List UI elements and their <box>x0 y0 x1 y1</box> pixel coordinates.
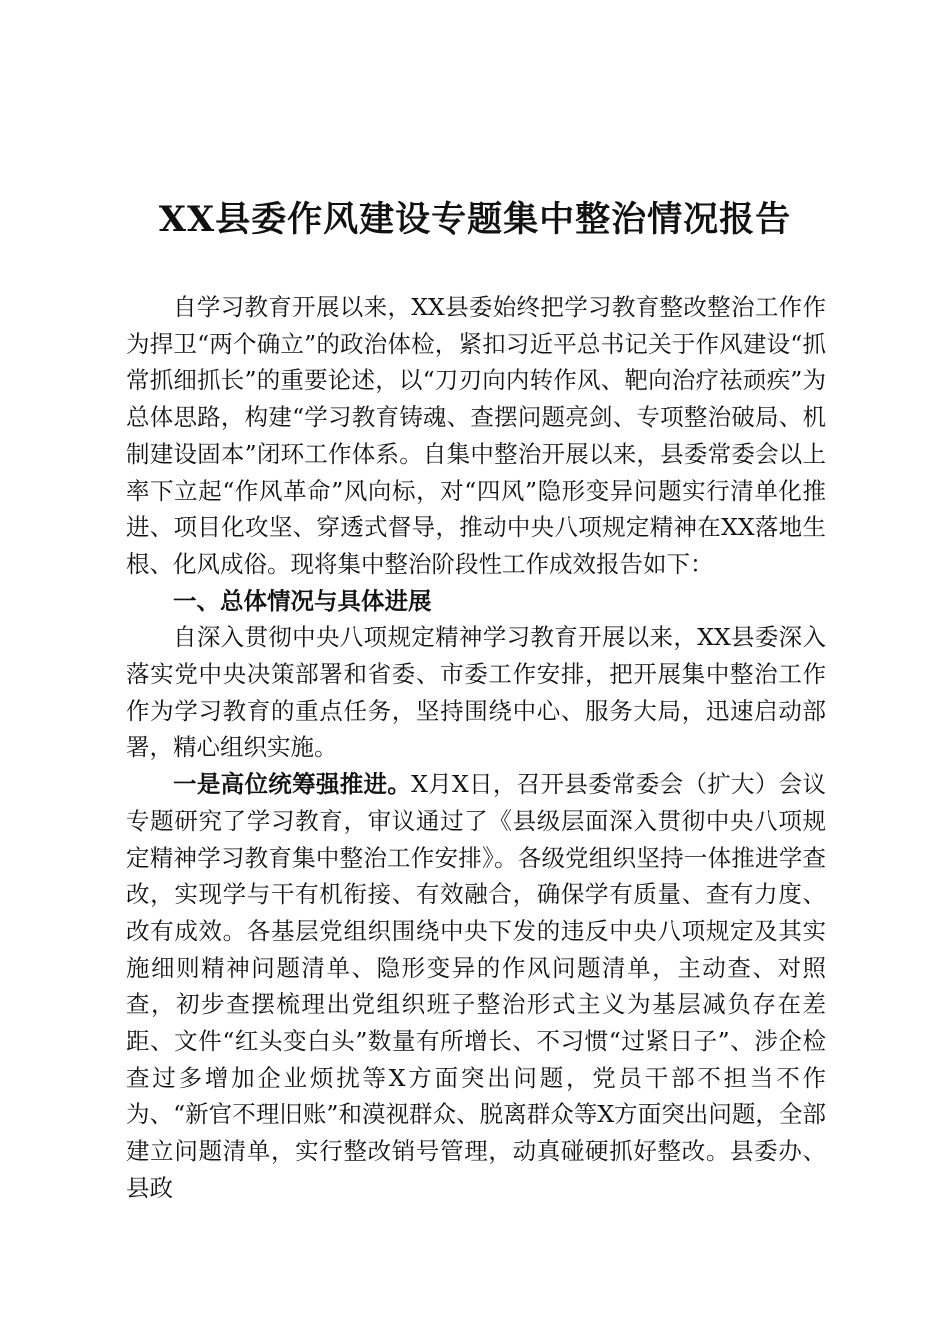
document-body <box>126 289 826 1207</box>
intro-paragraph: 自学习教育开展以来，XX县委始终把学习教育整改整治工作作为捍卫“两个确立”的政治体检，紧扣习近平总书记关于作风建设“抓常抓细抓长”的重要论述，以“刀刃向内转作风、靶向治疗祛顽疾”为总体思路，构建“学习教育铸魂、查摆问题亮剑、专项整治破局、机制建设固本”闭环工作体系。自集中整治开展以来，县委常委会以上率下立起“作风革命”风向标，对“四风”隐形变异问题实行清单化推进、项目化攻坚、穿透式督导，推动中央八项规定精神在XX落地生根、化风成俗。现将集中整治阶段性工作成效报告如下： <box>126 293 826 578</box>
document-title: XX县委作风建设专题集中整治情况报告 <box>158 199 792 240</box>
section-heading: 一、总体情况与具体进展 <box>173 586 432 615</box>
section-paragraph: 自深入贯彻中央八项规定精神学习教育开展以来，XX县委深入落实党中央决策部署和省委、市委工作安排，把开展集中整治工作作为学习教育的重点任务，坚持围绕中心、服务大局，迅速启动部署，精心组织实施。 <box>126 623 826 762</box>
point-lead: 一是高位统筹强推进。 <box>173 770 412 799</box>
point-paragraph <box>126 766 826 1206</box>
point-text: X月X日，召开县委常委会（扩大）会议专题研究了学习教育，审议通过了《县级层面深入贯彻中央八项规定精神学习教育集中整治工作安排》。各级党组织坚持一体推进学查改，实现学与干有机衔接、有效融合，确保学有质量、查有力度、改有成效。各基层党组织围绕中央下发的违反中央八项规定及其实施细则精神问题清单、隐形变异的作风问题清单，主动查、对照查，初步查摆梳理出党组织班子整治形式主义为基层减负存在差距、文件“红头变白头”数量有所增长、不习惯“过紧日子”、涉企检查过多增加企业烦扰等X方面突出问题，党员干部不担当不作为、“新官不理旧账”和漠视群众、脱离群众等X方面突出问题，全部建立问题清单，实行整改销号管理，动真碰硬抓好整改。县委办、县政 <box>126 770 827 1202</box>
